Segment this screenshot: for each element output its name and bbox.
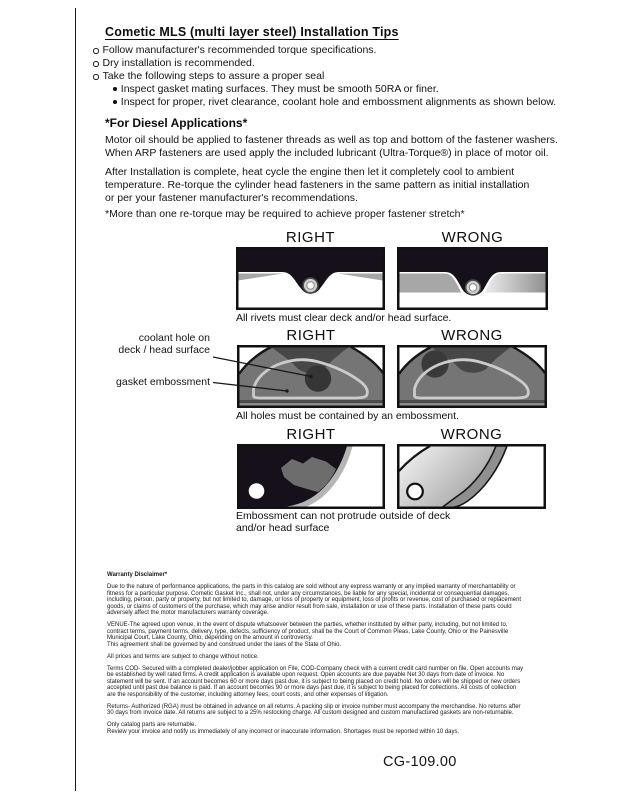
retorque-note: *More than one re-torque may be required to achieve proper fastener stretch* — [105, 208, 465, 220]
list-item: Dry installation is recommended. — [93, 57, 556, 70]
disclaimer-paragraph: Only catalog parts are returnable. Review your invoice and notify us immediately of any incorrect or inaccurate information. Shortages must be reported within 10 days. — [107, 722, 460, 735]
gasket-bottom-dark — [239, 400, 383, 403]
diagram-rivet-wrong — [397, 247, 548, 310]
diesel-paragraph-2: After Installation is complete, heat cycle the engine then let it completely cool to ambient temperature. Re-torque the cylinder head fasteners in the same pattern as initial installation or per your fastener manufacturer's recommendations. — [105, 166, 530, 204]
row1-wrong-label: WRONG — [441, 229, 504, 246]
diagram-embossment-right — [237, 345, 385, 408]
row3-wrong-label: WRONG — [440, 426, 503, 443]
gasket-bottom-dark — [399, 400, 545, 403]
list-item: Inspect gasket mating surfaces. They must be smooth 50RA or finer. — [113, 83, 556, 96]
diagram-rivet-right — [236, 247, 385, 310]
open-bullet-icon — [93, 61, 99, 67]
disclaimer-paragraph: Returns- Authorized (RGA) must be obtained in advance on all returns. A packing slip or invoice number must accompany the merchandise. No returns after 30 days from invoice date. All returns are subject to a 25% restocking charge. All custom designed and custom manufactured gaskets are non-returnable. — [107, 703, 521, 716]
bolt-hole — [249, 483, 265, 499]
list-item: Follow manufacturer's recommended torque specifications. — [93, 44, 556, 57]
row2-caption: All holes must be contained by an embossment. — [236, 410, 459, 422]
solid-bullet-icon — [113, 100, 117, 104]
page-fold-line — [75, 8, 76, 791]
list-item: Inspect for proper, rivet clearance, coolant hole and embossment alignments as shown below. — [113, 96, 556, 109]
diesel-paragraph-1: Motor oil should be applied to fastener threads as well as top and bottom of the fastener washers. When ARP fasteners are used apply the included lubricant (Ultra-Torque®) in place of motor oil. — [105, 134, 558, 159]
warranty-disclaimer — [107, 572, 559, 741]
row1-right-label: RIGHT — [285, 229, 336, 246]
open-bullet-icon — [93, 74, 99, 80]
row2-right-label: RIGHT — [286, 327, 336, 344]
list-item: Take the following steps to assure a proper seal — [93, 70, 556, 83]
page-code: CG-109.00 — [383, 754, 457, 770]
disclaimer-paragraph: Terms COD- Secured with a completed dealer/jobber application on File, COD-Company check with a current credit card number on file. Open accounts may be established by well rated firms. A credit application is available upon request. Open accounts are due payable Net 30 days from date of invoice. No statement will be sent. If an account becomes 60 or more days past due, it is subject to being placed on credit hold. No orders will be shipped or new orders accepted until past due balance is paid. If an account becomes 90 or more days past due, it is subject to being placed for collections. All costs of collection are the responsibility of the customer, including attorney fees, court costs, and other expenses of litigation. — [107, 665, 524, 698]
disclaimer-paragraph: All prices and terms are subject to change without notice. — [107, 653, 259, 660]
disclaimer-paragraph: Due to the nature of performance applications, the parts in this catalog are sold without any express warranty or any implied warranty of merchantability or fitness for a particular purpose. Cometic Gasket Inc., shall not, under any circumstances, be liable for any special, incidental or consequential damages, including, person, party or property, but not limited to, damage, or loss of property or equipment, loss of profits or revenue, cost of purchased or replacement goods, or claims of customers of the purchase, which may arise and/or result from sale, installation or use of these parts. Installation of these parts could adversely affect the motor manufacturers warranty coverage. — [107, 584, 522, 616]
row3-caption: Embossment can not protrude outside of deck and/or head surface — [236, 510, 451, 534]
page-title: Cometic MLS (multi layer steel) Installation Tips — [105, 25, 399, 39]
rivet-icon — [303, 278, 318, 293]
diagram-embossment-wrong — [397, 345, 547, 408]
disclaimer-paragraph: VENUE-The agreed upon venue, in the event of dispute whatsoever between the parties, whether instituted by either party, including, but not limited to, contract terms, payment terms, delivery, type, defects, sufficiency of product, shall be the Court of Common Pleas, Lake County, Ohio or the Painesville Municipal Court, Lake County, Ohio, depending on the amount in controversy. This agreement shall be governed by and construed under the laws of the State of Ohio. — [107, 622, 509, 648]
disclaimer-heading: Warranty Disclaimer* — [107, 572, 168, 578]
row3-right-label: RIGHT — [286, 426, 336, 443]
annotation-coolant-hole: coolant hole on deck / head surface — [118, 332, 210, 356]
annotation-gasket-embossment: gasket embossment — [116, 376, 210, 388]
diesel-section-heading: *For Diesel Applications* — [105, 116, 248, 130]
rivet-icon — [466, 280, 481, 295]
solid-bullet-icon — [113, 87, 117, 91]
row2-wrong-label: WRONG — [441, 327, 503, 344]
diagram-protrude-right — [237, 444, 385, 509]
open-bullet-icon — [93, 48, 99, 54]
row1-caption: All rivets must clear deck and/or head surface. — [236, 312, 452, 324]
bolt-hole — [407, 484, 423, 500]
diagram-protrude-wrong — [397, 444, 546, 509]
installation-tips-list — [93, 44, 556, 109]
coolant-hole — [305, 365, 331, 391]
